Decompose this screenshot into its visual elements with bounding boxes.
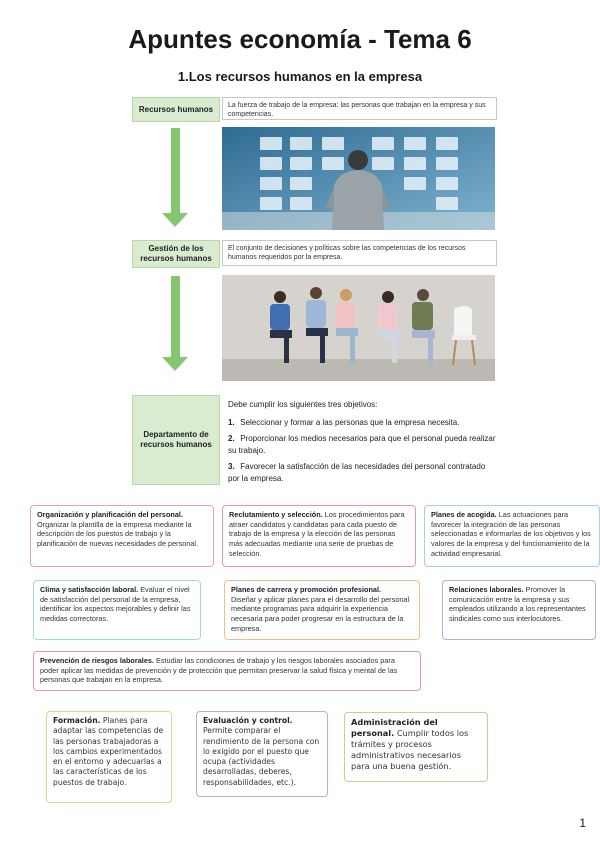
objective-number: 2. <box>228 434 235 444</box>
card-clima <box>33 580 201 640</box>
card-reclutamiento <box>222 505 416 567</box>
objective-text: Proporcionar los medios necesarios para que el personal pueda realizar su trabajo. <box>228 434 496 455</box>
card-title: Organización y planificación del personal. <box>37 510 183 519</box>
card-text: Los procedimientos para atraer candidatos y candidatas para cada puesto de trabajo de la empresa y la elección de las personas más adecuadas mediante una serie de pruebas de selección. <box>229 510 405 558</box>
card-relaciones <box>442 580 596 640</box>
card-text: Diseñar y aplicar planes para el desarrollo del personal mediante programas para adquirir la experiencia necesaria para poder progresar en la estructura de la empresa. <box>231 594 410 633</box>
card-formacion <box>46 711 172 803</box>
card-text: Planes para adaptar las competencias de las personas trabajadoras a los cambios experimentados en el entorno y adecuarlas a las características de los puestos de trabajo. <box>53 716 164 787</box>
objectives-intro: Debe cumplir los siguientes tres objetivos: <box>228 400 378 409</box>
arrow-head-2 <box>162 357 188 371</box>
card-carrera <box>224 580 420 640</box>
card-evaluacion <box>196 711 328 797</box>
card-text: Evaluar el nivel de satisfacción del personal de la empresa, identificar los aspectos mejorables y definir las medidas correctoras. <box>40 585 191 623</box>
card-text: Estudiar las condiciones de trabajo y los riesgos laborales asociados para poder aplicar las medidas de prevención y de protección que permitan preservar la salud física y mental de las personas que trabajan en la empresa. <box>40 656 398 685</box>
card-title: Evaluación y control. <box>203 716 293 725</box>
objective-text: Seleccionar y formar a las personas que la empresa necesita. <box>240 417 460 427</box>
card-title: Planes de carrera y promoción profesional. <box>231 585 382 594</box>
page-number: 1 <box>579 816 586 830</box>
card-title: Formación. <box>53 716 101 725</box>
card-text: Las actuaciones para favorecer la integración de las personas seleccionadas e informarlas de los objetivos y los valores de la empresa y del funcionamiento de la actividad empresarial. <box>431 510 591 558</box>
objective-item <box>228 417 498 429</box>
label-gestion-recursos-humanos: Gestión de los recursos humanos <box>132 240 220 268</box>
card-text: Organizar la plantilla de la empresa mediante la descripción de los puestos de trabajo y la planificación de nuevas necesidades de personal. <box>37 519 199 548</box>
definition-gestion-recursos-humanos: El conjunto de decisiones y políticas sobre las competencias de los recursos humanos requeridos por la empresa. <box>222 240 497 266</box>
label-recursos-humanos: Recursos humanos <box>132 97 220 122</box>
card-title: Clima y satisfacción laboral. <box>40 585 139 594</box>
label-departamento-recursos-humanos: Departamento de recursos humanos <box>132 395 220 485</box>
card-organizacion <box>30 505 214 567</box>
arrow-head-1 <box>162 213 188 227</box>
card-title: Prevención de riesgos laborales. <box>40 656 154 665</box>
page-title: Apuntes economía - Tema 6 <box>128 24 472 54</box>
card-text: Cumplir todos los trámites y procesos administrativos necesarios para una buena gestión. <box>351 728 469 772</box>
objective-item <box>228 461 498 484</box>
card-title: Reclutamiento y selección. <box>229 510 323 519</box>
card-administracion <box>344 712 488 782</box>
card-title: Relaciones laborales. <box>449 585 524 594</box>
section-subtitle: 1.Los recursos humanos en la empresa <box>177 69 423 84</box>
card-text: Permite comparar el rendimiento de la persona con lo exigido por el puesto que ocupa (actividades desarrolladas, deberes, responsabilidades, etc.). <box>203 726 320 787</box>
card-prevencion <box>33 651 421 691</box>
card-acogida <box>424 505 600 567</box>
objective-number: 1. <box>228 417 235 427</box>
objective-number: 3. <box>228 462 235 472</box>
objectives-block <box>228 399 498 485</box>
candidates-waiting-photo <box>222 275 495 381</box>
card-text: Promover la comunicación entre la empresa y sus empleados utilizando a los representantes sindicales como sus interlocutores. <box>449 585 586 623</box>
objective-text: Favorecer la satisfacción de las necesidades del personal contratado por la empresa. <box>228 462 486 483</box>
card-title: Planes de acogida. <box>431 510 497 519</box>
arrow-down-1 <box>171 128 180 214</box>
hr-profiles-photo <box>222 127 495 230</box>
objective-item <box>228 433 498 456</box>
definition-recursos-humanos: La fuerza de trabajo de la empresa: las personas que trabajan en la empresa y sus competencias. <box>222 97 497 120</box>
arrow-down-2 <box>171 276 180 358</box>
card-title: Administración del personal. <box>351 717 438 739</box>
